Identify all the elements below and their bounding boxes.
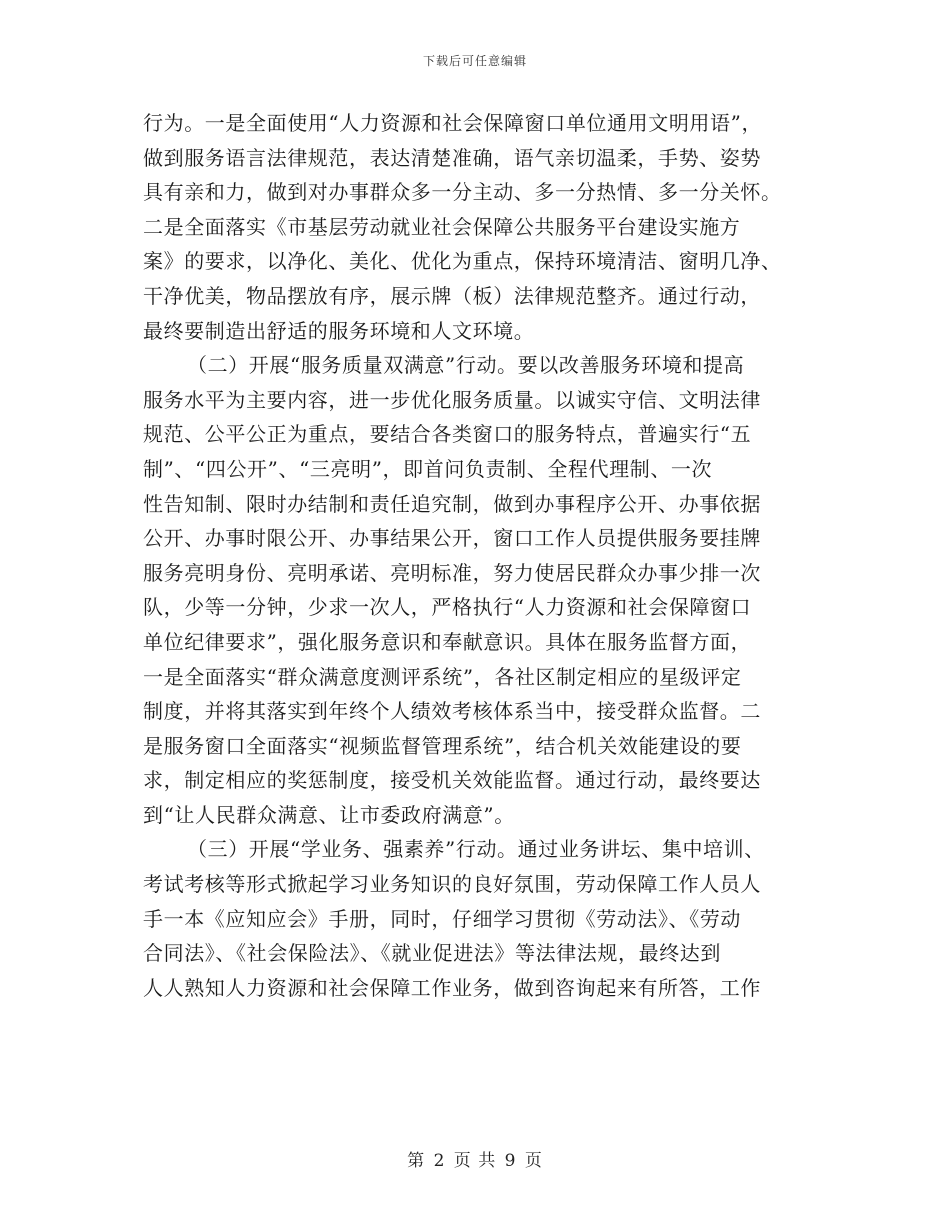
text-line: 服务亮明身份、亮明承诺、亮明标准，努力使居民群众办事少排一次 [143, 560, 761, 585]
text-line: 制度，并将其落实到年终个人绩效考核体系当中，接受群众监督。二 [143, 699, 761, 724]
text-line: 服务水平为主要内容，进一步优化服务质量。以诚实守信、文明法律 [143, 387, 761, 412]
total-page-number: 9 [504, 1151, 517, 1171]
text-line: 二是全面落实《市基层劳动就业社会保障公共服务平台建设实施方 [143, 214, 741, 239]
text-line: 单位纪律要求”，强化服务意识和奉献意识。具体在服务监督方面， [143, 629, 752, 654]
text-line: 合同法》、《社会保险法》、《就业促进法》等法律法规，最终达到 [143, 941, 721, 966]
text-line: 到“让人民群众满意、让市委政府满意”。 [143, 802, 515, 827]
text-line: 干净优美，物品摆放有序，展示牌（板）法律规范整齐。通过行动， [143, 283, 761, 308]
text-line: 做到服务语言法律规范，表达清楚准确，语气亲切温柔，手势、姿势 [143, 145, 761, 170]
document-body [143, 106, 823, 1005]
page-header: 下载后可任意编辑 [422, 54, 527, 68]
text-line: 手一本《应知应会》手册，同时，仔细学习贯彻《劳动法》、《劳动 [143, 906, 741, 931]
text-line: 是服务窗口全面落实“视频监督管理系统”，结合机关效能建设的要 [143, 733, 742, 758]
text-line: 规范、公平公正为重点，要结合各类窗口的服务特点，普遍实行“五 [143, 422, 752, 447]
footer-middle: 页 共 [453, 1151, 497, 1171]
current-page-number: 2 [433, 1151, 446, 1171]
page-number-footer [0, 1146, 950, 1171]
text-line: 制”、“四公开”、“三亮明”，即首问负责制、全程代理制、一次 [143, 456, 713, 481]
paragraph-start-line: （三）开展“学业务、强素养”行动。通过业务讲坛、集中培训、 [187, 837, 765, 862]
footer-prefix: 第 [407, 1151, 426, 1171]
text-line: 队，少等一分钟，少求一次人，严格执行“人力资源和社会保障窗口 [143, 595, 752, 620]
text-line: 性告知制、限时办结制和责任追究制，做到办事程序公开、办事依据 [143, 491, 761, 516]
text-line: 公开、办事时限公开、办事结果公开，窗口工作人员提供服务要挂牌 [143, 526, 761, 551]
text-line: 案》的要求，以净化、美化、优化为重点，保持环境清洁、窗明几净、 [143, 249, 782, 274]
text-line: 一是全面落实“群众满意度测评系统”，各社区制定相应的星级评定 [143, 664, 742, 689]
text-line: 考试考核等形式掀起学习业务知识的良好氛围，劳动保障工作人员人 [143, 872, 761, 897]
paragraph-start-line: （二）开展“服务质量双满意”行动。要以改善服务环境和提高 [187, 353, 745, 378]
text-line: 最终要制造出舒适的服务环境和人文环境。 [143, 318, 535, 343]
text-line: 行为。一是全面使用“人力资源和社会保障窗口单位通用文明用语”， [143, 111, 763, 135]
text-line: 求，制定相应的奖惩制度，接受机关效能监督。通过行动，最终要达 [143, 768, 761, 793]
footer-suffix: 页 [524, 1151, 543, 1171]
text-line: 人人熟知人力资源和社会保障工作业务，做到咨询起来有所答，工作 [143, 975, 761, 1000]
text-line: 具有亲和力，做到对办事群众多一分主动、多一分热情、多一分关怀。 [143, 180, 782, 205]
